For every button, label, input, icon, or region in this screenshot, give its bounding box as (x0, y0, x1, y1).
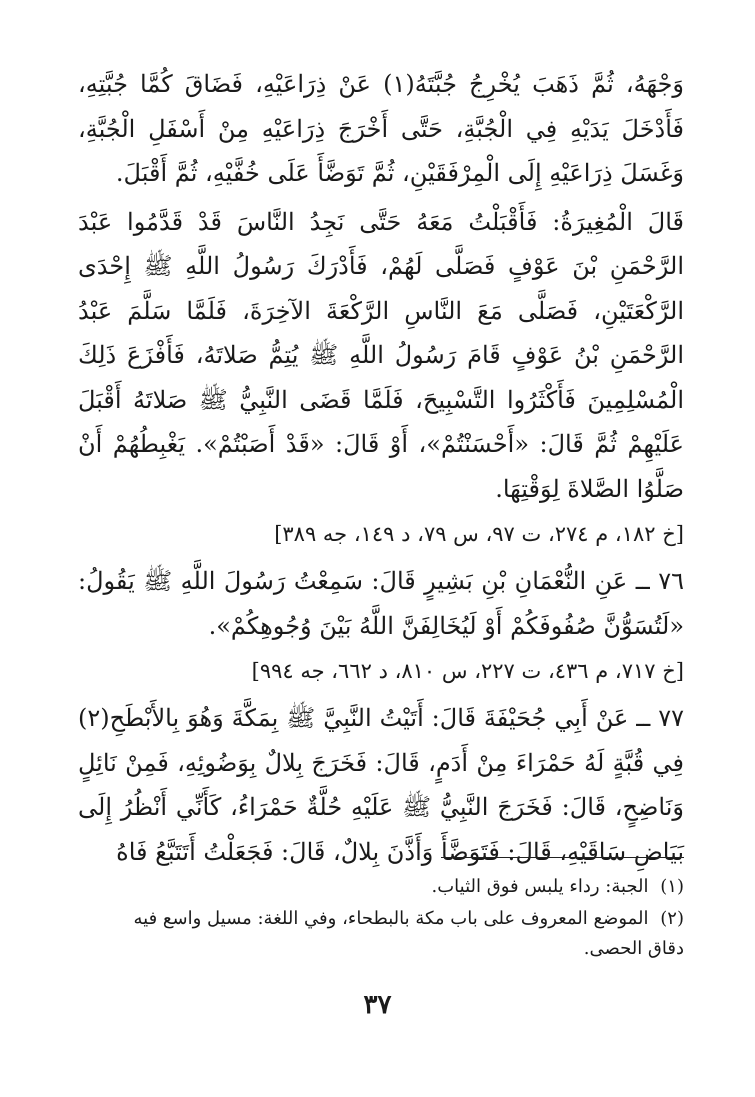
hadith-references-75: [خ ١٨٢، م ٢٧٤، ت ٩٧، س ٧٩، د ١٤٩، جه ٣٨٩] (274, 522, 684, 546)
footnote-text: الموضع المعروف على باب مكة بالبطحاء، وفي اللغة: مسيل واسع فيه دقاق الحصى. (133, 908, 684, 959)
hadith-77: ٧٧ ــ عَنْ أَبِي جُحَيْفَةَ قَالَ: أَتَيْتُ النَّبِيَّ ﷺ بِمَكَّةَ وَهُوَ بِالأَبْطَحِ(٢) فِي قُبَّةٍ لَهُ حَمْرَاءَ مِنْ أَدَمٍ، قَالَ: فَخَرَجَ بِلالٌ بِوَضُوئِهِ، فَمِنْ نَائِلٍ وَنَاضِحٍ، قَالَ: فَخَرَجَ النَّبِيُّ ﷺ عَلَيْهِ حُلَّةٌ حَمْرَاءُ، كَأَنِّي أَنْظُرُ إِلَى بَيَاضِ سَاقَيْهِ، قَالَ: فَتَوَضَّأَ وَأَذَّنَ بِلالٌ، قَالَ: فَجَعَلْتُ أَتَتَبَّعُ فَاهُ (78, 704, 684, 866)
hadith-76: ٧٦ ــ عَنِ النُّعْمَانِ بْنِ بَشِيرٍ قَالَ: سَمِعْتُ رَسُولَ اللَّهِ ﷺ يَقُولُ: «لَتُسَوُّنَّ صُفُوفَكُمْ أَوْ لَيُخَالِفَنَّ اللَّهُ بَيْنَ وُجُوهِكُمْ». (78, 567, 684, 640)
paragraph-mughira: قَالَ الْمُغِيرَةُ: فَأَقْبَلْتُ مَعَهُ حَتَّى نَجِدُ النَّاسَ قَدْ قَدَّمُوا عَبْدَ الرَّحْمَنِ بْنَ عَوْفٍ فَصَلَّى لَهُمْ، فَأَدْرَكَ رَسُولُ اللَّهِ ﷺ إِحْدَى الرَّكْعَتَيْنِ، فَصَلَّى مَعَ النَّاسِ الرَّكْعَةَ الآخِرَةَ، فَلَمَّا سَلَّمَ عَبْدُ الرَّحْمَنِ بْنُ عَوْفٍ قَامَ رَسُولُ اللَّهِ ﷺ يُتِمُّ صَلاتَهُ، فَأَفْزَعَ ذَلِكَ الْمُسْلِمِينَ فَأَكْثَرُوا التَّسْبِيحَ، فَلَمَّا قَضَى النَّبِيُّ ﷺ صَلاتَهُ أَقْبَلَ عَلَيْهِمْ ثُمَّ قَالَ: «أَحْسَنْتُمْ»، أَوْ قَالَ: «قَدْ أَصَبْتُمْ». يَغْبِطُهُمْ أَنْ صَلَّوُا الصَّلاةَ لِوَقْتِهَا. (78, 207, 684, 503)
footnote-2 (96, 904, 684, 964)
footnote-divider (441, 857, 684, 858)
footnote-text: الجبة: رداء يلبس فوق الثياب. (431, 876, 649, 897)
paragraph-continuation: وَجْهَهُ، ثُمَّ ذَهَبَ يُخْرِجُ جُبَّتَهُ(١) عَنْ ذِرَاعَيْهِ، فَضَاقَ كُمَّا جُبَّتِهِ، فَأَدْخَلَ يَدَيْهِ فِي الْجُبَّةِ، حَتَّى أَخْرَجَ ذِرَاعَيْهِ مِنْ أَسْفَلِ الْجُبَّةِ، وَغَسَلَ ذِرَاعَيْهِ إِلَى الْمِرْفَقَيْنِ، ثُمَّ تَوَضَّأَ عَلَى خُفَّيْهِ، ثُمَّ أَقْبَلَ. (78, 70, 685, 187)
footnote-number: (١) (660, 876, 684, 897)
hadith-references-76: [خ ٧١٧، م ٤٣٦، ت ٢٢٧، س ٨١٠، د ٦٦٢، جه ٩٩٤] (251, 659, 684, 683)
page-number: ٣٧ (363, 990, 392, 1020)
page-body (78, 62, 684, 874)
footnote-number: (٢) (660, 908, 684, 929)
footnotes (96, 872, 684, 966)
footnote-1 (96, 872, 684, 902)
